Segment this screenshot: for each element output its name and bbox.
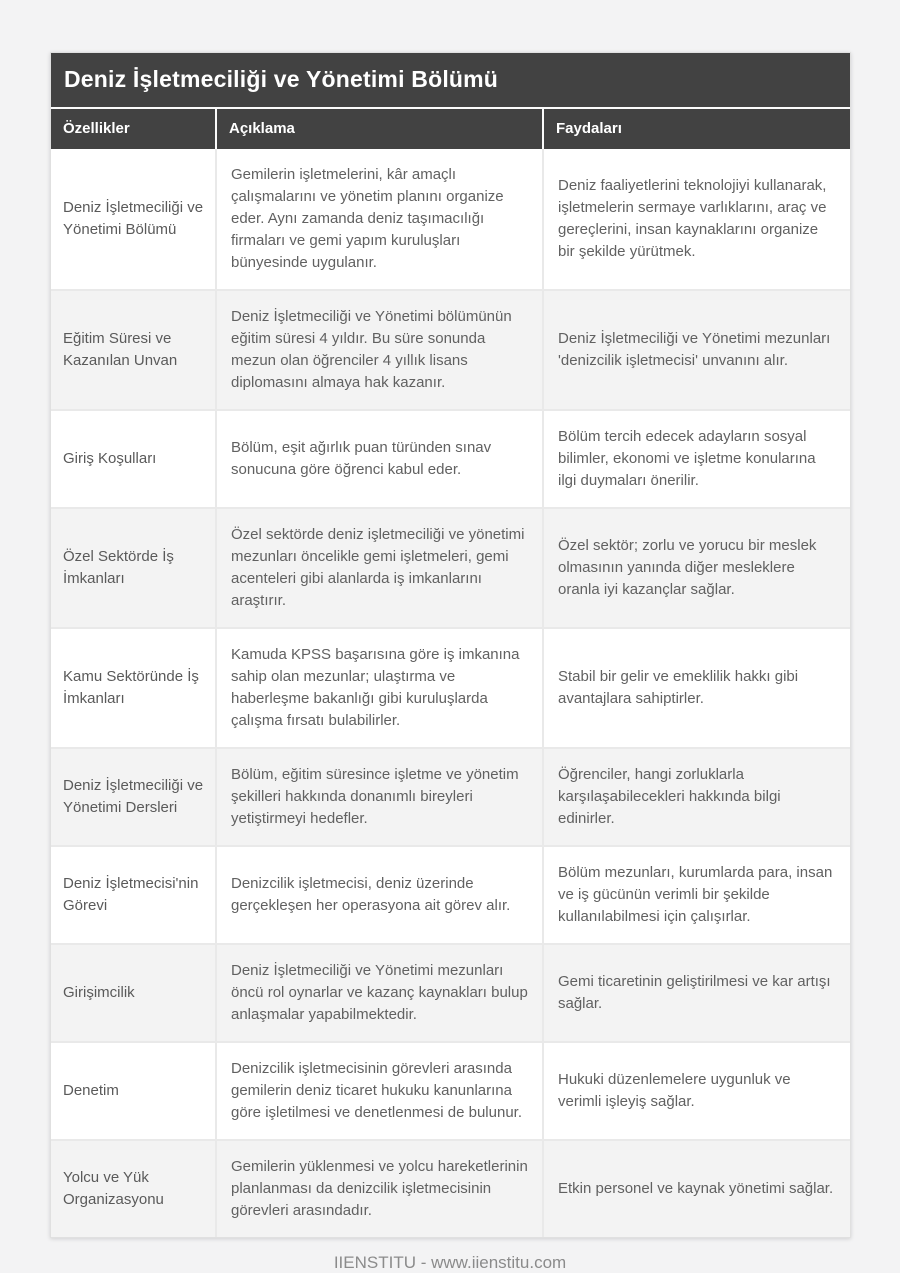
description-cell: Gemilerin işletmelerini, kâr amaçlı çalışmalarını ve yönetim planını organize eder. Aynı zamanda deniz taşımacılığı firmaları ve gemi yapım kuruluşları bünyesinde uygulanır. (215, 149, 542, 289)
feature-cell: Girişimcilik (63, 984, 135, 1001)
table-row (51, 845, 850, 943)
column-header-description: Açıklama (215, 109, 542, 149)
benefit-cell: Özel sektör; zorlu ve yorucu bir meslek olmasının yanında diğer mesleklere oranla iyi kazançlar sağlar. (542, 509, 850, 627)
feature-cell: Özel Sektörde İş İmkanları (63, 548, 174, 587)
feature-cell: Eğitim Süresi ve Kazanılan Unvan (63, 330, 178, 369)
benefit-cell: Deniz faaliyetlerini teknolojiyi kullanarak, işletmelerin sermaye varlıklarını, araç ve gereçlerini, insan kaynaklarını organize bir şekilde yürütmek. (542, 149, 850, 289)
feature-cell: Deniz İşletmeciliği ve Yönetimi Bölümü (63, 199, 204, 238)
benefit-cell: Etkin personel ve kaynak yönetimi sağlar. (542, 1141, 850, 1237)
feature-cell: Kamu Sektöründe İş İmkanları (63, 668, 199, 707)
table-row (51, 289, 850, 409)
feature-cell: Denetim (63, 1082, 119, 1099)
description-cell: Gemilerin yüklenmesi ve yolcu hareketlerinin planlanması da denizcilik işletmecisinin görevleri arasındadır. (215, 1141, 542, 1237)
description-cell: Bölüm, eğitim süresince işletme ve yönetim şekilleri hakkında donanımlı bireyleri yetiştirmeyi hedefler. (215, 749, 542, 845)
benefit-cell: Bölüm mezunları, kurumlarda para, insan ve iş gücünün verimli bir şekilde kullanılabilmesi için çalışırlar. (542, 847, 850, 943)
table-row (51, 507, 850, 627)
table-row (51, 747, 850, 845)
department-info-card (50, 52, 851, 1238)
description-cell: Kamuda KPSS başarısına göre iş imkanına sahip olan mezunlar; ulaştırma ve haberleşme bakanlığı gibi kuruluşlarda çalışma fırsatı bulabilirler. (215, 629, 542, 747)
benefit-cell: Öğrenciler, hangi zorluklarla karşılaşabilecekleri hakkında bilgi edinirler. (542, 749, 850, 845)
feature-cell: Giriş Koşulları (63, 450, 157, 467)
table-row (51, 627, 850, 747)
table-row (51, 409, 850, 507)
feature-cell: Yolcu ve Yük Organizasyonu (63, 1169, 164, 1208)
column-header-benefits: Faydaları (542, 109, 850, 149)
footer-text: IIENSTITU - www.iienstitu.com (333, 1253, 567, 1272)
column-header-features: Özellikler (63, 120, 130, 137)
benefit-cell: Bölüm tercih edecek adayların sosyal bilimler, ekonomi ve işletme konularına ilgi duymaları önerilir. (542, 411, 850, 507)
benefit-cell: Deniz İşletmeciliği ve Yönetimi mezunları 'denizcilik işletmecisi' unvanını alır. (542, 291, 850, 409)
description-cell: Deniz İşletmeciliği ve Yönetimi mezunları öncü rol oynarlar ve kazanç kaynakları bulup anlaşmalar yapabilmektedir. (215, 945, 542, 1041)
benefit-cell: Stabil bir gelir ve emeklilik hakkı gibi avantajlara sahiptirler. (542, 629, 850, 747)
page-title: Deniz İşletmeciliği ve Yönetimi Bölümü (51, 53, 850, 107)
table-body (51, 149, 850, 1237)
table-row (51, 943, 850, 1041)
description-cell: Denizcilik işletmecisi, deniz üzerinde gerçekleşen her operasyona ait görev alır. (215, 847, 542, 943)
table-row (51, 1139, 850, 1237)
table-header-row (51, 107, 850, 149)
benefit-cell: Gemi ticaretinin geliştirilmesi ve kar artışı sağlar. (542, 945, 850, 1041)
feature-cell: Deniz İşletmecisi'nin Görevi (63, 875, 199, 914)
table-row (51, 149, 850, 289)
feature-cell: Deniz İşletmeciliği ve Yönetimi Dersleri (63, 777, 204, 816)
table-row (51, 1041, 850, 1139)
benefit-cell: Hukuki düzenlemelere uygunluk ve verimli işleyiş sağlar. (542, 1043, 850, 1139)
description-cell: Bölüm, eşit ağırlık puan türünden sınav sonucuna göre öğrenci kabul eder. (215, 411, 542, 507)
description-cell: Özel sektörde deniz işletmeciliği ve yönetimi mezunları öncelikle gemi işletmeleri, gemi acenteleri gibi alanlarda iş imkanlarını araştırır. (215, 509, 542, 627)
description-cell: Deniz İşletmeciliği ve Yönetimi bölümünün eğitim süresi 4 yıldır. Bu süre sonunda mezun olan öğrenciler 4 yıllık lisans diplomasını almaya hak kazanır. (215, 291, 542, 409)
description-cell: Denizcilik işletmecisinin görevleri arasında gemilerin deniz ticaret hukuku kanunlarına göre işletilmesi ve denetlenmesi de bulunur. (215, 1043, 542, 1139)
